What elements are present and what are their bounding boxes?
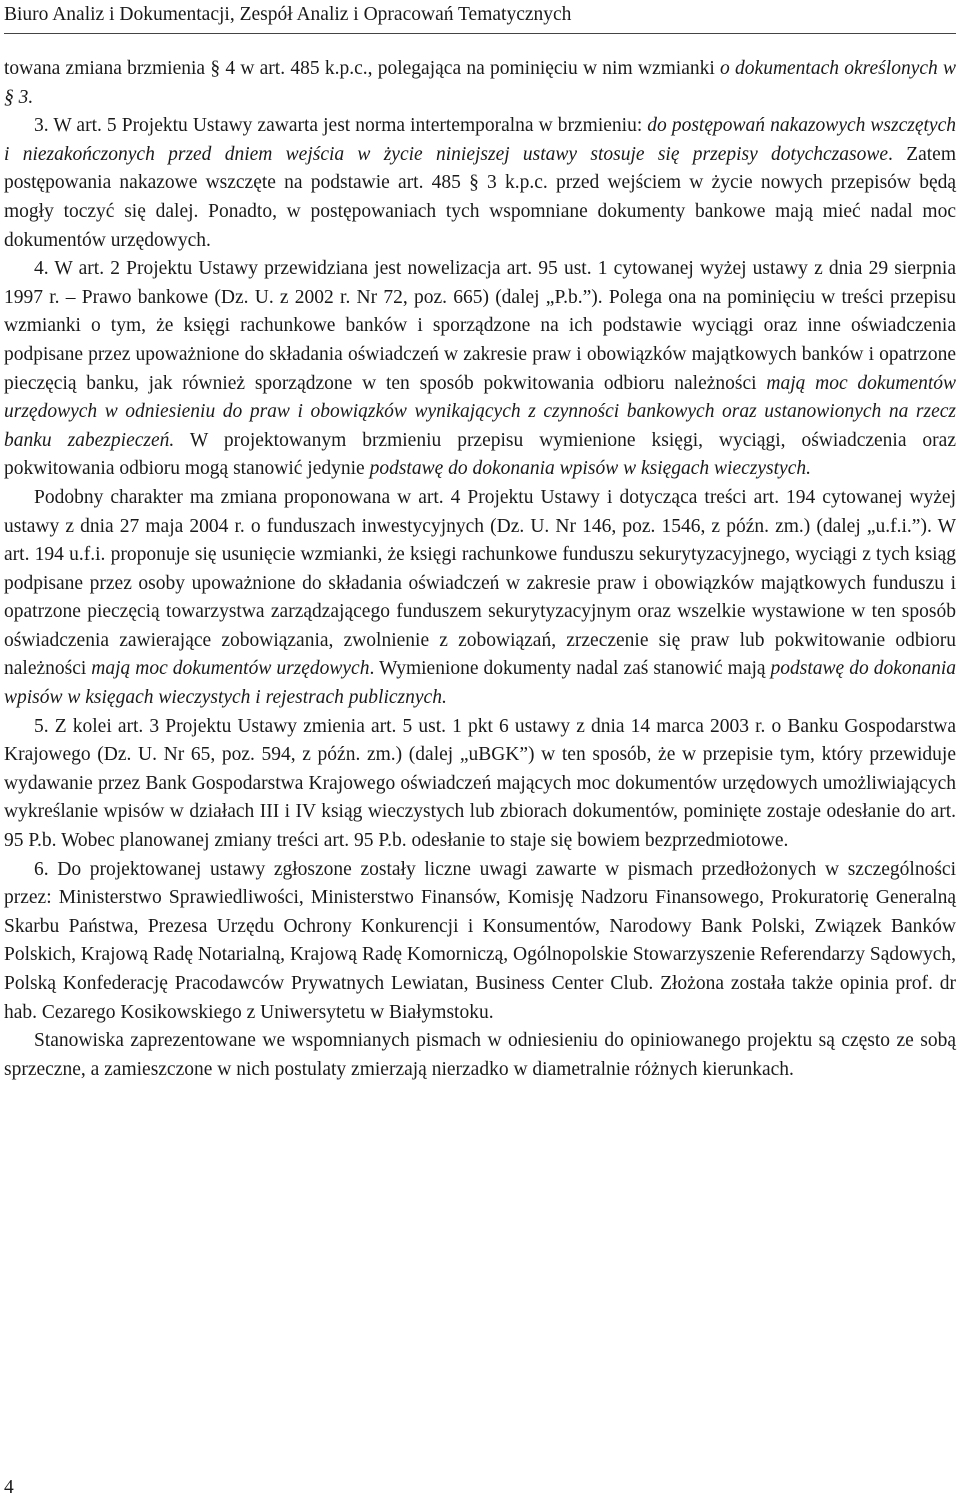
text-run: 6. Do projektowanej ustawy zgłoszone zostały liczne uwagi zawarte w pismach przedłożonych w szczególności przez: Ministerstwo Sprawiedliwości, Ministerstwo Finansów, Komisję Nadzoru Finansowego, Prokuratorię Generalną Skarbu Państwa, Prezesa Urzędu Ochrony Konkurencji i Konsumentów, Narodowy Bank Polski, Związek Banków Polskich, Krajową Radę Notarialną, Krajową Radę Komorniczą, Ogólnopolskie Stowarzyszenie Referendarzy Sądowych, Polską Konfederację Pracodawców Prywatnych Lewiatan, Business Center Club. Złożona została także opinia prof. dr hab. Cezarego Kosikowskiego z Uniwersytetu w Białymstoku. xyxy=(4,858,956,1023)
text-run: towana zmiana brzmienia § 4 w art. 485 k.p.c., polegająca na pominięciu w nim wzmianki xyxy=(4,58,721,79)
paragraph xyxy=(4,484,956,713)
text-run: 3. W art. 5 Projektu Ustawy zawarta jest norma intertemporalna w brzmieniu: xyxy=(34,115,648,137)
paragraph xyxy=(4,713,956,856)
text-run: Stanowiska zaprezentowane we wspomnianych pismach w odniesieniu do opiniowanego projektu są często ze sobą sprzeczne, a zamieszczone w nich postulaty zmierzają nierzadko w diametralnie różnych kierunkach. xyxy=(4,1030,956,1080)
italic-text: mają moc dokumentów urzędowych w odniesieniu do praw i obowiązków wynikających z czynności bankowych oraz ustanowionych na rzecz banku zabezpieczeń. xyxy=(4,372,956,451)
text-run: 5. Z kolei art. 3 Projektu Ustawy zmienia art. 5 ust. 1 pkt 6 ustawy z dnia 14 marca 2003 r. o Banku Gospodarstwa Krajowego (Dz. U. Nr 65, poz. 594, z późn. zm.) (dalej „uBGK”) w ten sposób, że w przepisie tym, który przewiduje wydawanie przez Bank Gospodarstwa Krajowego oświadczeń mających moc dokumentów urzędowych umożliwiających wykreślanie wpisów w działach III i IV ksiąg wieczystych lub zbiorach dokumentów, pominięte zostaje odesłanie do art. 95 P.b. Wobec planowanej zmiany treści art. 95 P.b. odesłanie to staje się bowiem bezprzedmiotowe. xyxy=(4,715,956,852)
paragraph xyxy=(4,55,956,112)
running-header: Biuro Analiz i Dokumentacji, Zespół Analiz i Opracowań Tematycznych xyxy=(4,4,572,25)
text-run: W projektowanym brzmieniu przepisu wymienione księgi, wyciągi, oświadczenia oraz pokwitowania odbioru mogą stanowić jedynie xyxy=(4,429,956,480)
paragraph xyxy=(4,1027,956,1084)
italic-text: o dokumentach określonych w § 3. xyxy=(4,58,957,108)
italic-text: podstawę do dokonania wpisów w księgach wieczystych. xyxy=(369,458,811,480)
page-number: 4 xyxy=(4,1477,14,1498)
text-run: Podobny charakter ma zmiana proponowana w art. 4 Projektu Ustawy i dotycząca treści art. 194 cytowanej wyżej ustawy z dnia 27 maja 2004 r. o funduszach inwestycyjnych (Dz. U. Nr 146, poz. 1546, z późn. zm.) (dalej „u.f.i.”). W art. 194 u.f.i. proponuje się usunięcie wzmianki, że księgi rachunkowe funduszu sekurytyzacyjnego, wyciągi z tych ksiąg podpisane przez osoby upoważnione do składania oświadczeń w zakresie praw i obowiązków majątkowych funduszu i opatrzone pieczęcią towarzystwa zarządzającego funduszem sekurytyzacyjnym oraz wszelkie wystawione w ten sposób oświadczenia zawierające zobowiązania, zwolnienie z zobowiązań, zrzeczenie się praw lub pokwitowanie odbioru należności xyxy=(4,486,956,680)
text-run: . Zatem postępowania nakazowe wszczęte na podstawie art. 485 § 3 k.p.c. przed wejściem w życie nowych przepisów będą mogły toczyć się dalej. Ponadto, w postępowaniach tych wspomniane dokumenty bankowe mają mieć nadal moc dokumentów urzędowych. xyxy=(4,143,956,251)
paragraph xyxy=(4,856,956,1028)
document-body xyxy=(4,55,956,1084)
text-run: 4. W art. 2 Projektu Ustawy przewidziana jest nowelizacja art. 95 ust. 1 cytowanej wyżej ustawy z dnia 29 sierpnia 1997 r. – Prawo bankowe (Dz. U. z 2002 r. Nr 72, poz. 665) (dalej „P.b.”). Polega ona na pominięciu w treści przepisu wzmianki o tym, że księgi rachunkowe banków i sporządzone na ich podstawie wyciągi oraz inne oświadczenia podpisane przez upoważnione do składania oświadczeń w zakresie praw i obowiązków majątkowych banków i opatrzone pieczęcią banku, jak również sporządzone w ten sposób pokwitowania odbioru należności xyxy=(4,258,956,394)
italic-text: mają moc dokumentów urzędowych xyxy=(91,658,370,680)
paragraph xyxy=(4,255,956,484)
header-rule xyxy=(4,33,956,34)
italic-text: podstawę do dokonania wpisów w księgach wieczystych i rejestrach publicznych. xyxy=(4,658,957,709)
italic-text: do postępowań nakazowych wszczętych i niezakończonych przed dniem wejścia w życie niniejszej ustawy stosuje się przepisy dotychczasowe xyxy=(4,115,956,165)
text-run: . Wymienione dokumenty nadal zaś stanowić mają xyxy=(369,658,771,680)
paragraph xyxy=(4,112,956,255)
